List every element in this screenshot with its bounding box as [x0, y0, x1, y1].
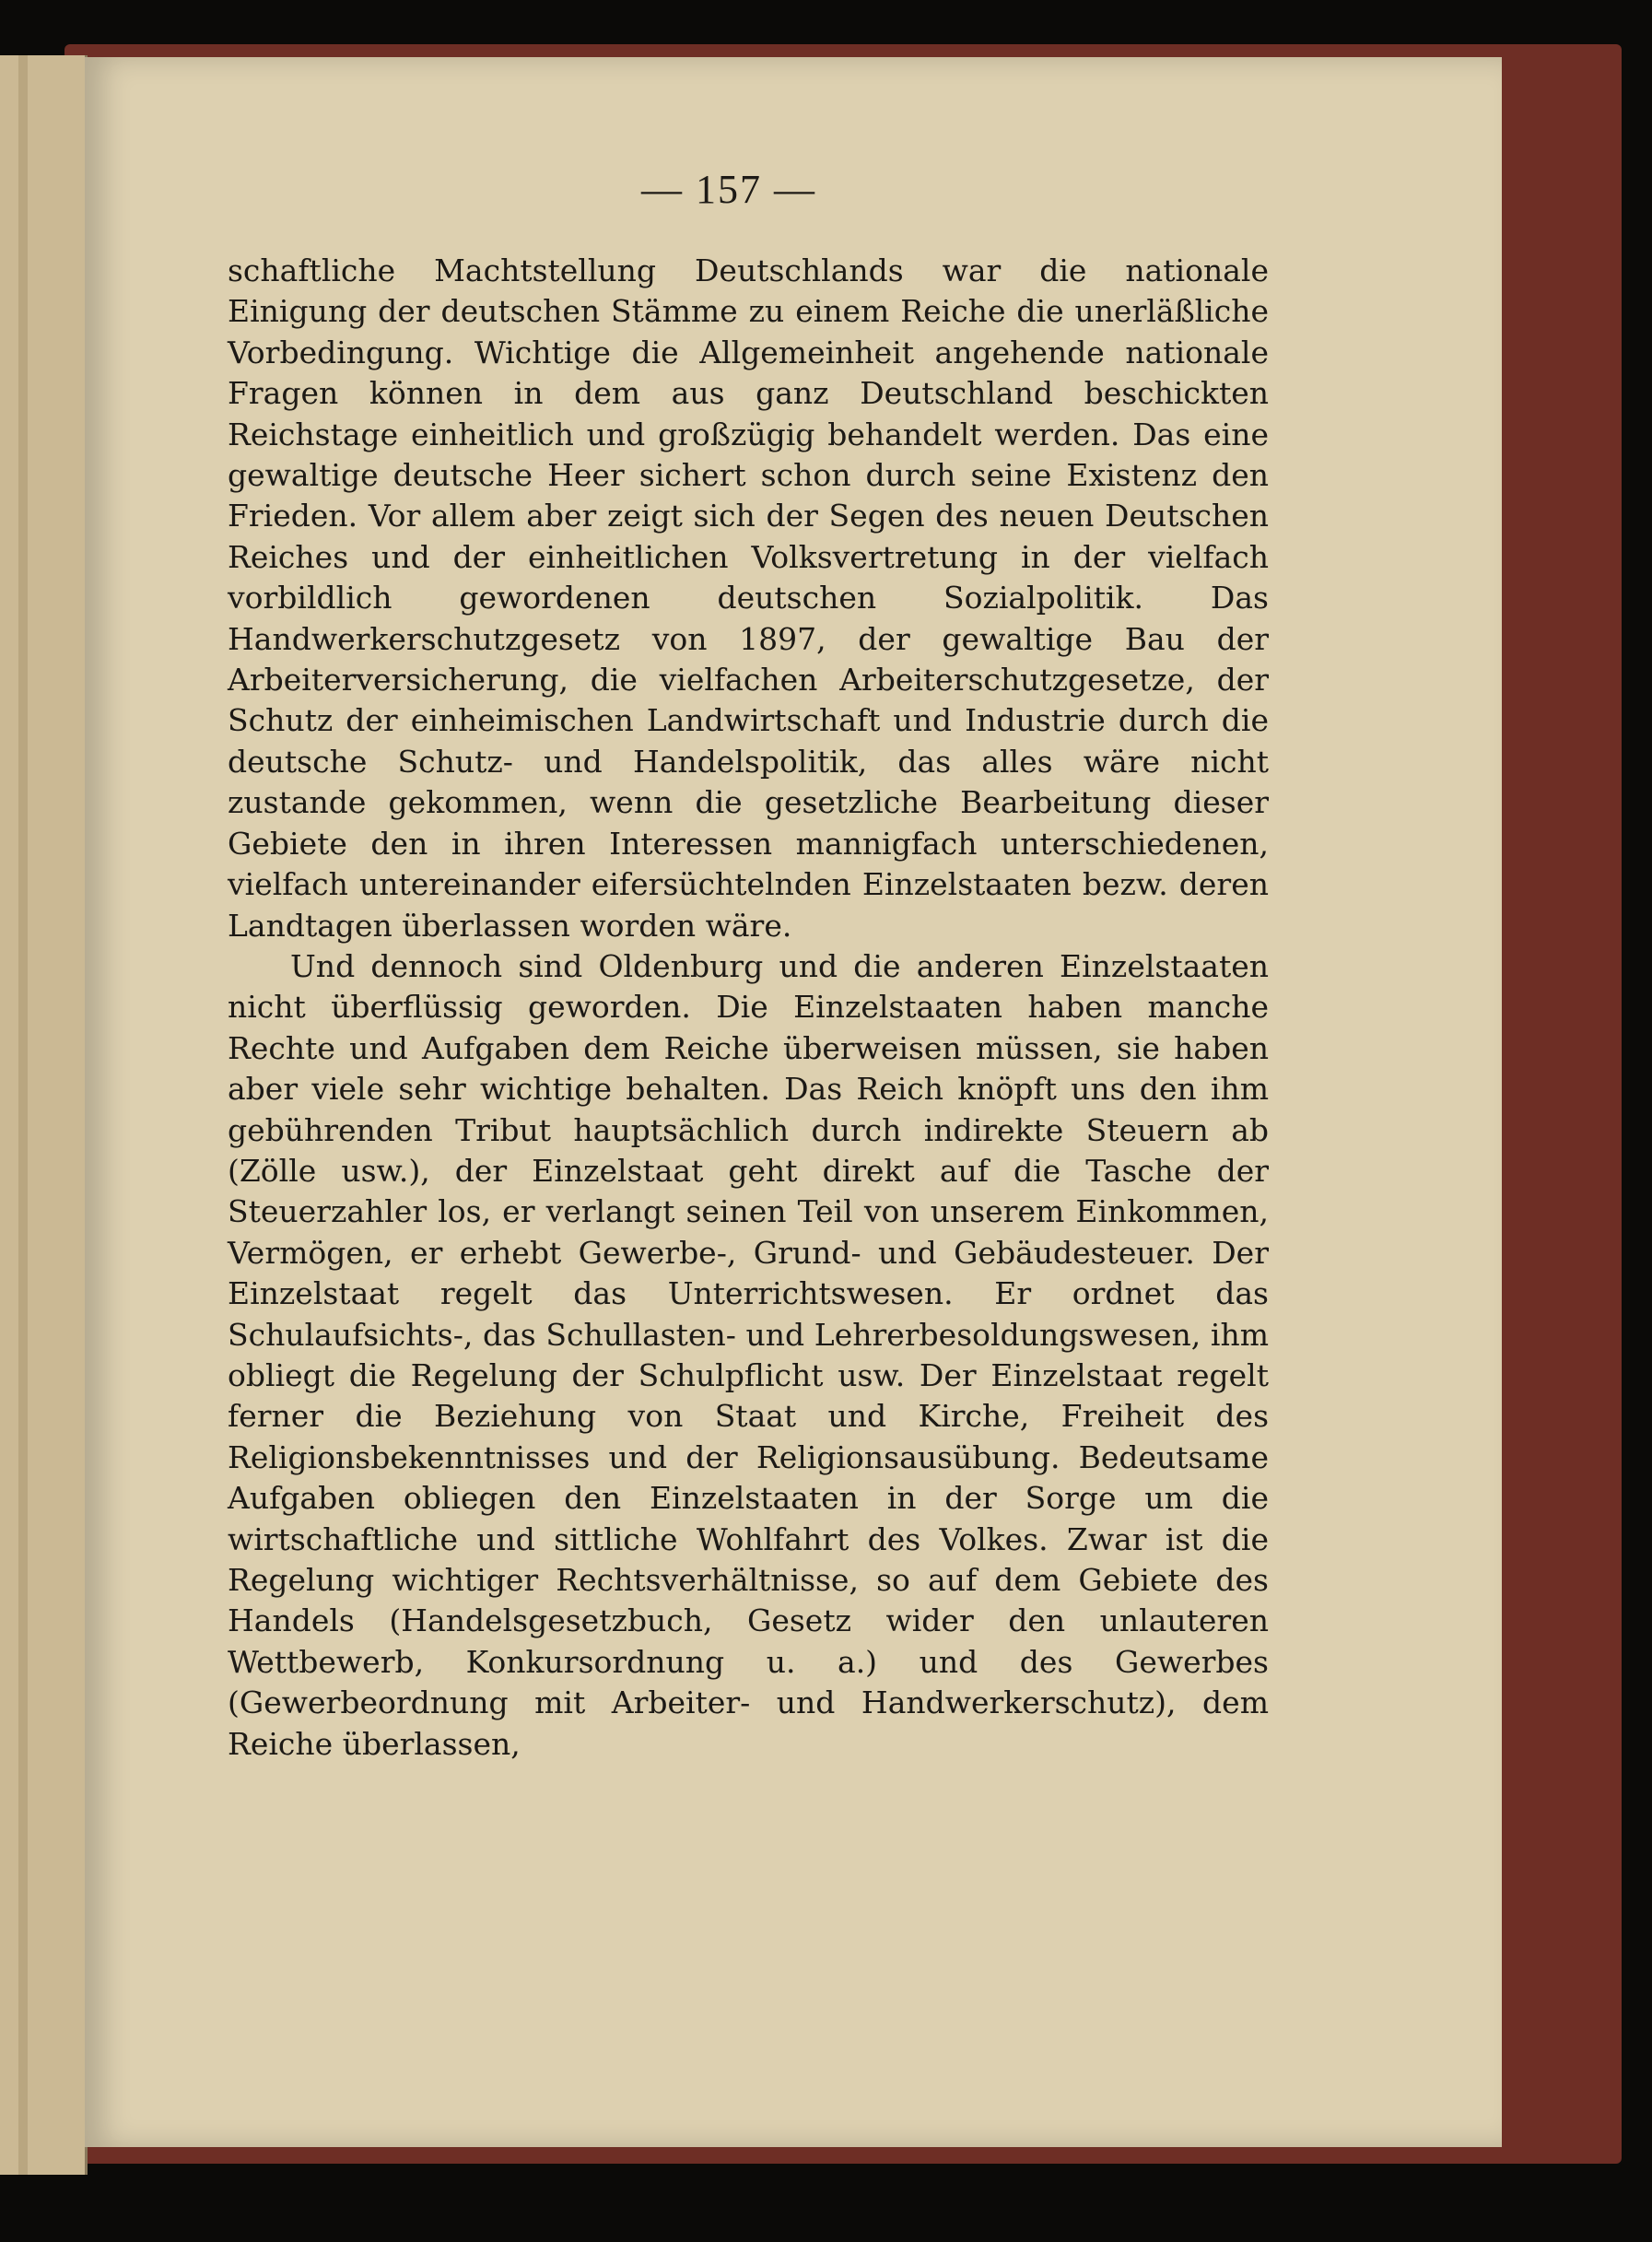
body-text — [228, 251, 1269, 1765]
left-page-edge — [0, 55, 88, 2175]
page-number: — 157 — — [641, 167, 816, 212]
page-fold — [18, 55, 28, 2175]
paragraph-2: Und dennoch sind Oldenburg und die anderen Einzelstaaten nicht überflüssig geworden. Die Einzelstaaten haben manche Rechte und Aufgaben dem Reiche überweisen müssen, sie haben aber viele sehr wichtige behalten. Das Reich knöpft uns den ihm gebührenden Tribut hauptsächlich durch indirekte Steuern ab (Zölle usw.), der Einzelstaat geht direkt auf die Tasche der Steuerzahler los, er verlangt seinen Teil von unserem Einkommen, Vermögen, er erhebt Gewerbe-, Grund- und Gebäudesteuer. Der Einzelstaat regelt das Unterrichtswesen. Er ordnet das Schulaufsichts-, das Schullasten- und Lehrerbesoldungswesen, ihm obliegt die Regelung der Schulpflicht usw. Der Einzelstaat regelt ferner die Beziehung von Staat und Kirche, Freiheit des Religionsbekenntnisses und der Religionsausübung. Bedeutsame Aufgaben obliegen den Einzelstaaten in der Sorge um die wirtschaftliche und sittliche Wohlfahrt des Volkes. Zwar ist die Regelung wichtiger Rechtsverhältnisse, so auf dem Gebiete des Handels (Handelsgesetzbuch, Gesetz wider den unlauteren Wettbewerb, Konkursordnung u. a.) und des Gewerbes (Gewerbeordnung mit Arbeiter- und Handwerkerschutz), dem Reiche überlassen, — [228, 947, 1269, 1762]
book-page — [85, 57, 1502, 2147]
paragraph-1: schaftliche Machtstellung Deutschlands war die nationale Einigung der deutschen Stämme zu einem Reiche die unerläßliche Vorbedingung. Wichtige die Allgemeinheit angehende nationale Fragen können in dem aus ganz Deutschland beschickten Reichstage einheitlich und großzügig behandelt werden. Das eine gewaltige deutsche Heer sichert schon durch seine Existenz den Frieden. Vor allem aber zeigt sich der Segen des neuen Deutschen Reiches und der einheitlichen Volksvertretung in der vielfach vorbildlich gewordenen deutschen Sozialpolitik. Das Handwerkerschutzgesetz von 1897, der gewaltige Bau der Arbeiterversicherung, die vielfachen Arbeiterschutzgesetze, der Schutz der einheimischen Landwirtschaft und Industrie durch die deutsche Schutz- und Handelspolitik, das alles wäre nicht zustande gekommen, wenn die gesetzliche Bearbeitung dieser Gebiete den in ihren Interessen mannigfach unterschiedenen, vielfach untereinander eifersüchtelnden Einzelstaaten bezw. deren Landtagen überlassen worden wäre. — [228, 252, 1269, 944]
